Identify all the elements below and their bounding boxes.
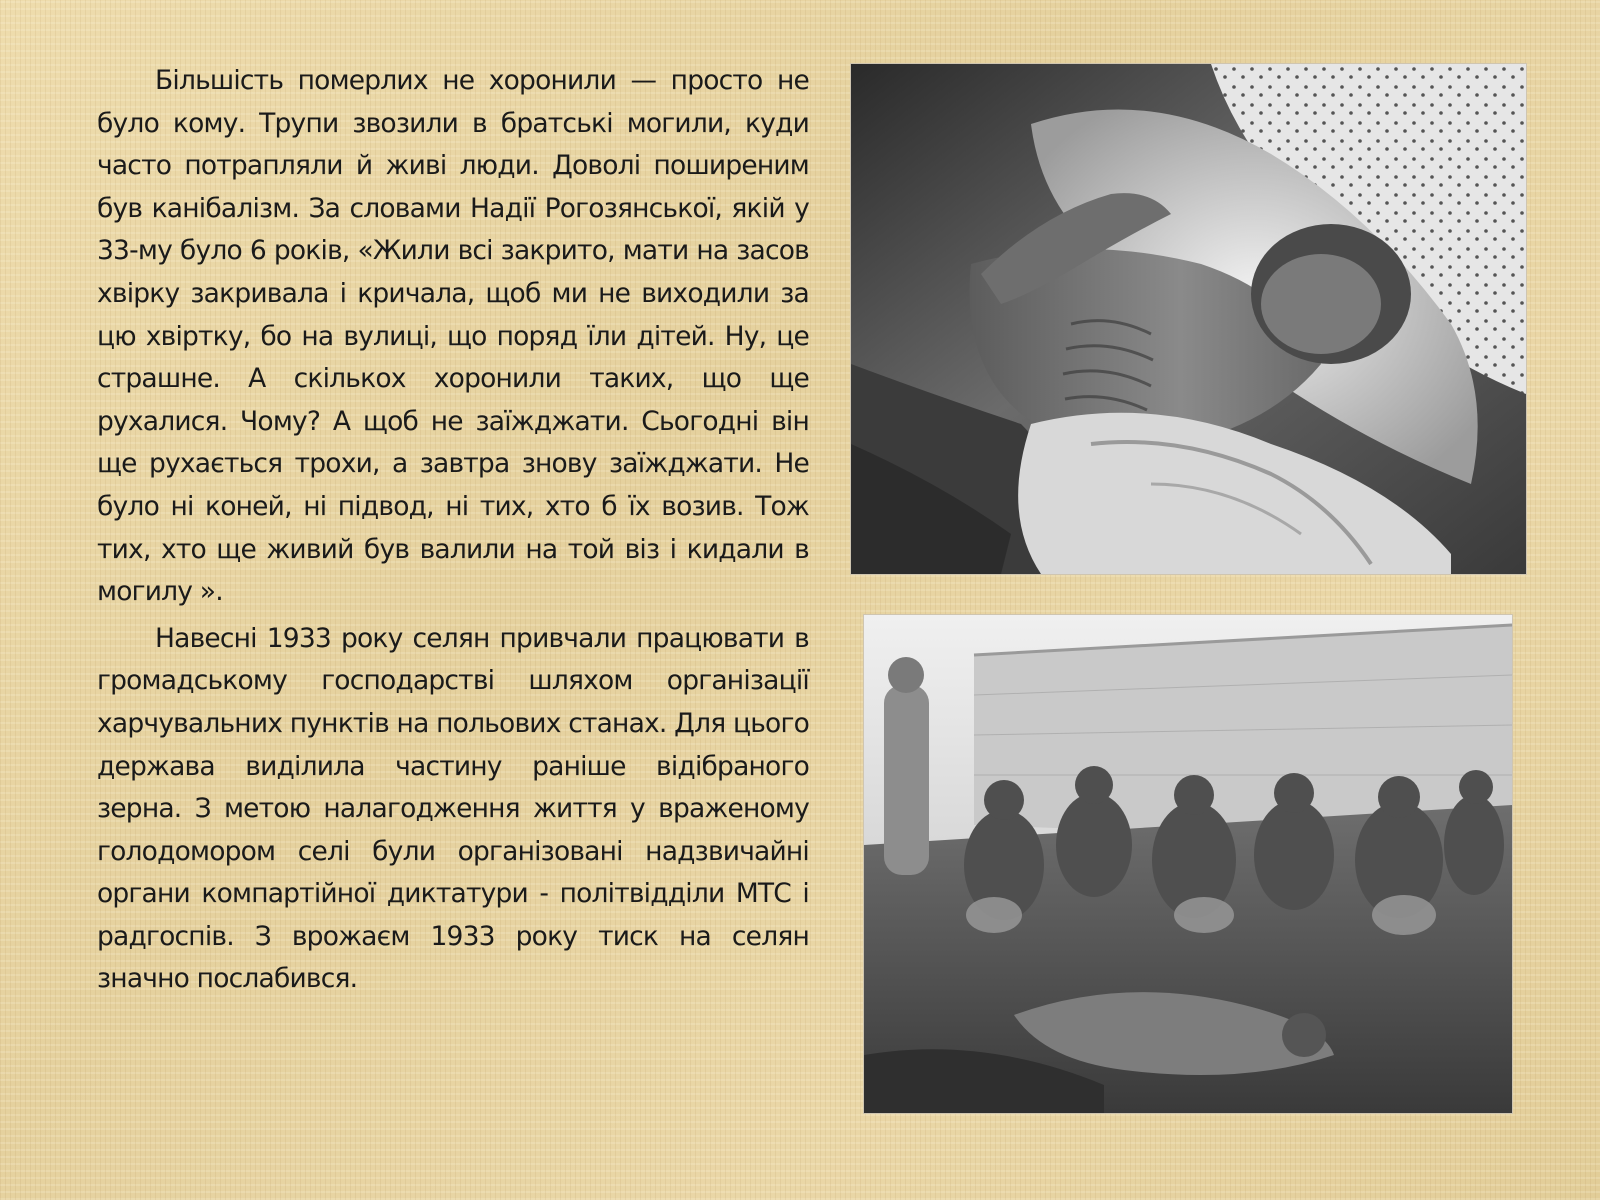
photo-emaciated-child	[850, 63, 1527, 575]
photo-starving-people	[863, 614, 1513, 1114]
paragraph-famine-burials: Більшість померлих не хоронили — просто не було кому. Трупи звозили в братські могили, куди часто потрапляли й живі люди. Доволі поширеним був канібалізм. За словами Надії Рогозянської, якій у 33-му було 6 років, «Жили всі закрито, мати на засов хвірку закривала і кричала, щоб ми не виходили за цю хвіртку, бо на вулиці, що поряд їли дітей. Ну, це страшне. А скількох хоронили таких, що ще рухалися. Чому? А щоб не заїжджати. Сьогодні він ще рухається трохи, а завтра знову заїжджати. Не було ні коней, ні підвод, ні тих, хто б їх возив. Тож тих, хто ще живий був валили на той віз і кидали в могилу ».	[97, 65, 809, 608]
photo-emaciated-child-image	[851, 64, 1526, 574]
paragraph-spring-1933: Навесні 1933 року селян привчали працювати в громадському господарстві шляхом організації харчувальних пунктів на польових станах. Для цього держава виділила частину раніше відібраного зерна. З метою налагодження життя у враженому голодомором селі були організовані надзвичайні органи компартійної диктатури - політвідділи МТС і радгоспів. З врожаєм 1933 року тиск на селян значно послабився.	[97, 622, 809, 995]
main-text-column	[97, 60, 809, 1005]
photo-starving-people-image	[864, 615, 1512, 1113]
